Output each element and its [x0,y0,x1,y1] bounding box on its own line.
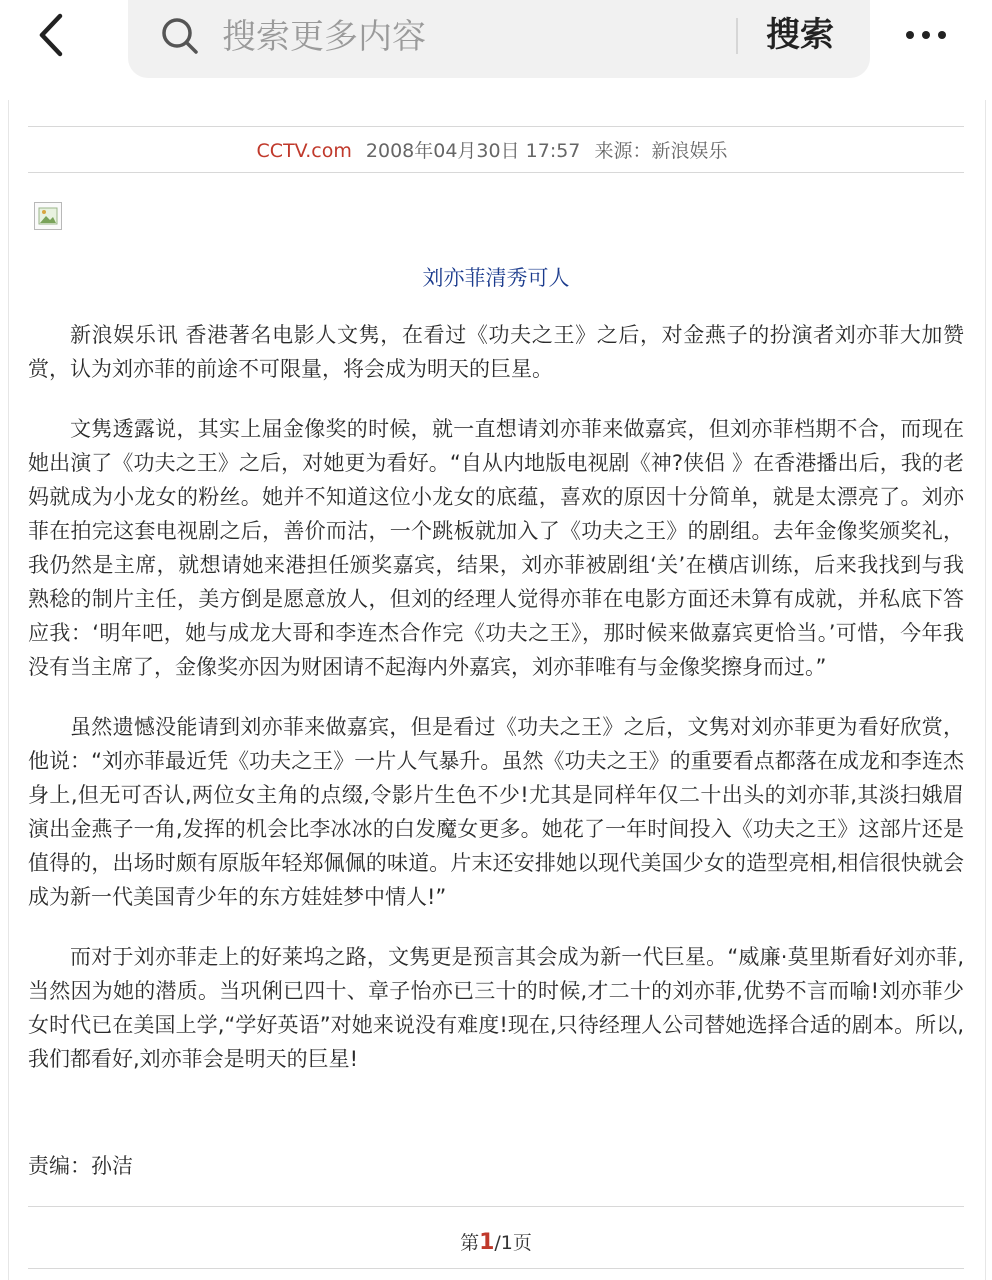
pager-prefix: 第 [460,1232,480,1254]
article-paragraph: 虽然遗憾没能请到刘亦菲来做嘉宾，但是看过《功夫之王》之后，文隽对刘亦菲更为看好欣赏，他说：“刘亦菲最近凭《功夫之王》一片人气暴升。虽然《功夫之王》的重要看点都落在成龙和李连杰身上,但无可否认,两位女主角的点缀,令影片生色不少!尤其是同样年仅二十出头的刘亦菲,其淡扫娥眉演出金燕子一角,发挥的机会比李冰冰的白发魔女更多。她花了一年时间投入《功夫之王》这部片还是值得的，出场时颇有原版年轻郑佩佩的味道。片末还安排她以现代美国少女的造型亮相,相信很快就会成为新一代美国青少年的东方娃娃梦中情人!” [28,715,964,909]
pager-current-page[interactable]: 1 [479,1230,495,1255]
search-divider [736,18,738,54]
article-paragraph: 文隽透露说，其实上届金像奖的时候，就一直想请刘亦菲来做嘉宾，但刘亦菲档期不合，而现在她出演了《功夫之王》之后，对她更为看好。“自从内地版电视剧《神?侠侣 》在香港播出后，我的老妈就成为小龙女的粉丝。她并不知道这位小龙女的底蕴，喜欢的原因十分简单，就是太漂亮了。刘亦菲在拍完这套电视剧之后，善价而沽，一个跳板就加入了《功夫之王》的剧组。去年金像奖颁奖礼，我仍然是主席，就想请她来港担任颁奖嘉宾，结果，刘亦菲被剧组‘关’在横店训练，后来我找到与我熟稔的制片主任，美方倒是愿意放人，但刘的经理人觉得亦菲在电影方面还未算有成就，并私底下答应我：‘明年吧，她与成龙大哥和李连杰合作完《功夫之王》，那时候来做嘉宾更恰当。’可惜，今年我没有当主席了，金像奖亦因为财困请不起海内外嘉宾，刘亦菲唯有与金像奖擦身而过。” [28,417,964,679]
search-icon [160,16,200,56]
editor-credit: 责编：孙洁 [28,1154,133,1178]
bottom-divider [28,1268,964,1269]
broken-image-icon [34,202,62,230]
search-button[interactable]: 搜索 [766,15,834,55]
meta-divider [28,172,964,173]
article-meta [0,136,992,163]
pager-suffix: /1页 [494,1232,532,1254]
article-paragraph: 新浪娱乐讯 香港著名电影人文隽，在看过《功夫之王》之后，对金燕子的扮演者刘亦菲大加赞赏，认为刘亦菲的前途不可限量，将会成为明天的巨星。 [28,323,964,381]
pagination [0,1228,992,1255]
article-title: 刘亦菲清秀可人 [422,266,570,290]
search-box[interactable] [128,0,870,78]
top-divider [28,126,964,127]
top-bar [0,0,992,100]
article-source: 来源：新浪娱乐 [594,140,728,162]
article-body [28,318,964,1102]
more-options-icon[interactable] [900,20,952,50]
back-arrow-icon[interactable] [30,10,80,60]
site-name[interactable]: CCTV.com [256,140,352,162]
footer-divider [28,1206,964,1207]
article-paragraph: 而对于刘亦菲走上的好莱坞之路，文隽更是预言其会成为新一代巨星。“威廉·莫里斯看好刘亦菲,当然因为她的潜质。当巩俐已四十、章子怡亦已三十的时候,才二十的刘亦菲,优势不言而喻!刘亦菲少女时代已在美国上学,“学好英语”对她来说没有难度!现在,只待经理人公司替她选择合适的剧本。所以,我们都看好,刘亦菲会是明天的巨星! [28,945,964,1071]
search-input[interactable] [220,8,724,66]
publish-datetime: 2008年04月30日 17:57 [365,140,581,162]
